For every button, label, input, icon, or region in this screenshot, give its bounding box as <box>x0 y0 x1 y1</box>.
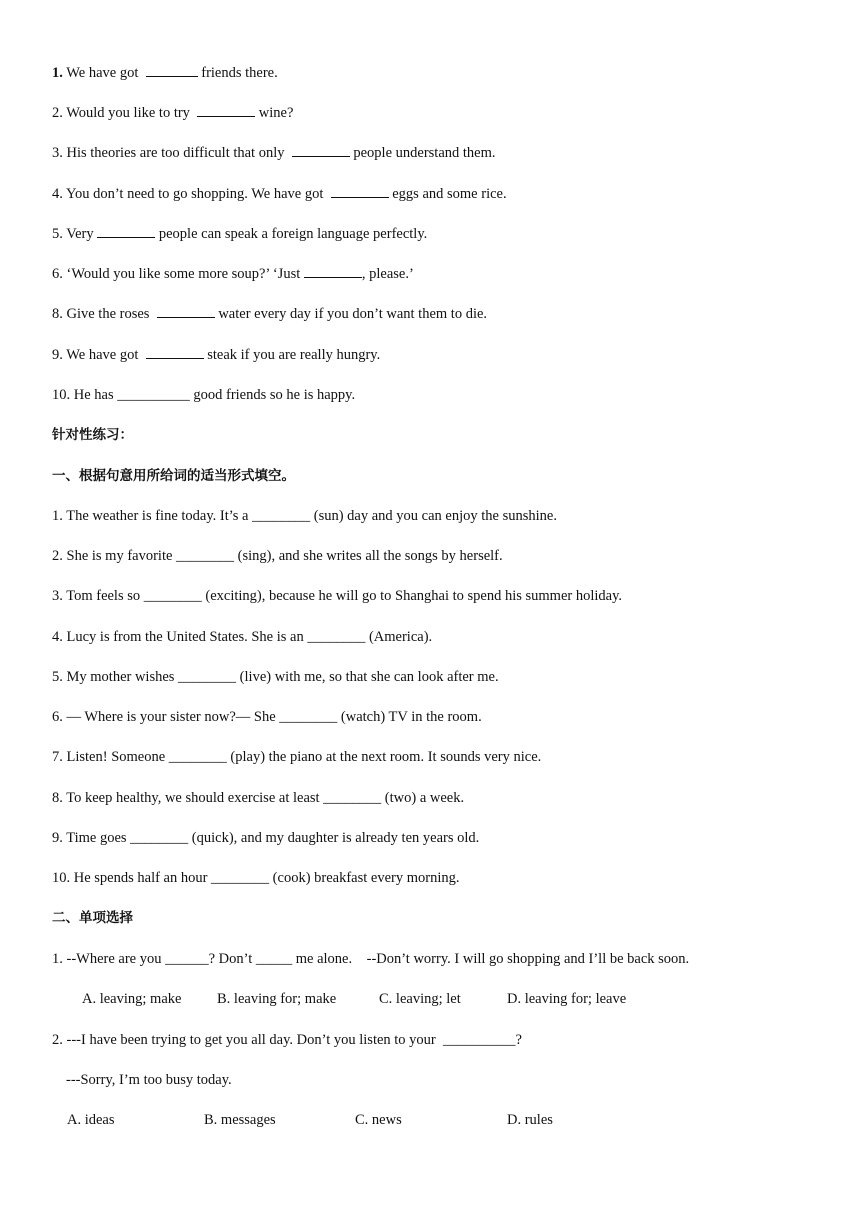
question-number: 3. <box>52 145 63 161</box>
question-text-pre: His theories are too difficult that only <box>62 145 289 161</box>
question-number: 2. <box>52 105 63 121</box>
fill-item: 10. He spends half an hour ________ (cook) breakfast every morning. <box>52 870 460 886</box>
option-a[interactable]: A. ideas <box>67 1112 115 1128</box>
option-c[interactable]: C. leaving; let <box>379 991 461 1007</box>
practice-heading: 针对性练习： <box>52 427 133 443</box>
question-text-post: eggs and some rice. <box>388 186 507 202</box>
question-text-post: water every day if you don’t want them to die. <box>214 306 488 322</box>
question-text-post: people understand them. <box>349 145 496 161</box>
fill-item: 7. Listen! Someone ________ (play) the piano at the next room. It sounds very nice. <box>52 749 542 765</box>
fill-item: 1. The weather is fine today. It’s a ________ (sun) day and you can enjoy the sunshine. <box>52 508 557 524</box>
question-number: 9. <box>52 347 63 363</box>
question-text: He has __________ good friends so he is happy. <box>70 387 356 403</box>
question-text-post: people can speak a foreign language perfectly. <box>155 226 428 242</box>
question-number: 4. <box>52 186 63 202</box>
option-a[interactable]: A. leaving; make <box>82 991 182 1007</box>
fill-item: 3. Tom feels so ________ (exciting), because he will go to Shanghai to spend his summer holiday. <box>52 588 623 604</box>
question-line <box>52 345 380 365</box>
question-number: 8. <box>52 306 63 322</box>
question-line <box>52 264 414 284</box>
question-text-pre: We have got <box>62 347 142 363</box>
answer-blank[interactable] <box>197 103 255 117</box>
part1-heading: 一、根据句意用所给词的适当形式填空。 <box>52 468 295 484</box>
mc-question-reply: ---Sorry, I’m too busy today. <box>66 1072 232 1088</box>
question-text-pre: Very <box>62 226 98 242</box>
mc-question-stem: 2. ---I have been trying to get you all day. Don’t you listen to your __________? <box>52 1032 522 1048</box>
answer-blank[interactable] <box>97 224 155 238</box>
question-number: 10. <box>52 387 71 403</box>
option-b[interactable]: B. messages <box>204 1112 276 1128</box>
question-text-post: , please.’ <box>361 266 414 282</box>
fill-item: 9. Time goes ________ (quick), and my daughter is already ten years old. <box>52 830 480 846</box>
question-line <box>52 184 507 204</box>
answer-blank[interactable] <box>304 264 362 278</box>
answer-blank[interactable] <box>146 63 198 77</box>
question-text-pre: You don’t need to go shopping. We have got <box>62 186 327 202</box>
part2-heading: 二、单项选择 <box>52 910 133 926</box>
answer-blank[interactable] <box>331 184 389 198</box>
answer-blank[interactable] <box>157 304 215 318</box>
question-number: 1. <box>52 65 63 81</box>
question-text-pre: Give the roses <box>62 306 154 322</box>
question-text-pre: We have got <box>62 65 142 81</box>
question-number: 6. <box>52 266 63 282</box>
question-line <box>52 63 278 83</box>
mc-question-stem: 1. --Where are you ______? Don’t _____ me alone. --Don’t worry. I will go shopping and I’ll be back soon. <box>52 951 690 967</box>
option-c[interactable]: C. news <box>355 1112 402 1128</box>
option-d[interactable]: D. leaving for; leave <box>507 991 627 1007</box>
question-text-post: steak if you are really hungry. <box>203 347 381 363</box>
question-line <box>52 143 496 163</box>
question-line <box>52 103 293 123</box>
question-line <box>52 224 427 244</box>
question-text-post: wine? <box>255 105 294 121</box>
question-text-post: friends there. <box>197 65 278 81</box>
option-d[interactable]: D. rules <box>507 1112 553 1128</box>
question-number: 5. <box>52 226 63 242</box>
fill-item: 4. Lucy is from the United States. She is an ________ (America). <box>52 629 433 645</box>
question-line <box>52 304 487 324</box>
fill-item: 8. To keep healthy, we should exercise at least ________ (two) a week. <box>52 790 465 806</box>
option-b[interactable]: B. leaving for; make <box>217 991 337 1007</box>
question-line <box>52 385 355 405</box>
question-text-pre: Would you like to try <box>62 105 194 121</box>
answer-blank[interactable] <box>292 143 350 157</box>
fill-item: 6. — Where is your sister now?— She ________ (watch) TV in the room. <box>52 709 482 725</box>
fill-item: 2. She is my favorite ________ (sing), and she writes all the songs by herself. <box>52 548 503 564</box>
answer-blank[interactable] <box>146 345 204 359</box>
fill-item: 5. My mother wishes ________ (live) with me, so that she can look after me. <box>52 669 499 685</box>
question-text-pre: ‘Would you like some more soup?’ ‘Just <box>62 266 304 282</box>
